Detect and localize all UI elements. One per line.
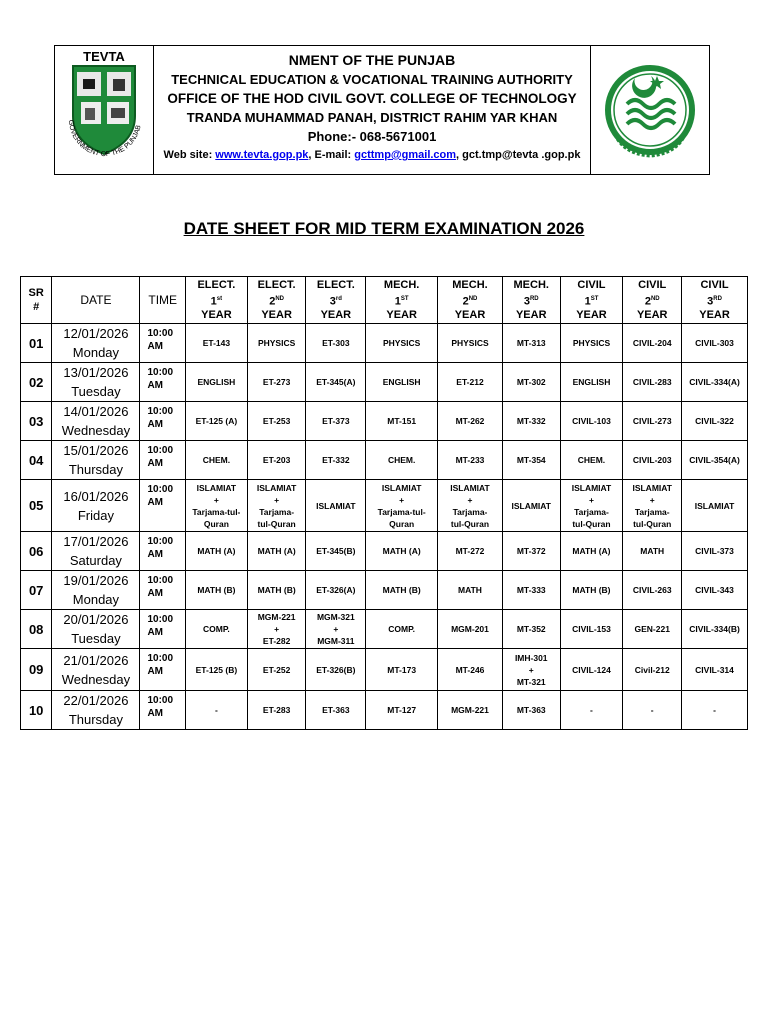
subject-cell: ET-363 [306,691,366,730]
col-header-sr: SR # [21,277,52,324]
date-value: 20/01/2026 [63,612,129,627]
subject-cell: MT-363 [502,691,560,730]
subject-cell: ENGLISH [186,363,248,402]
table-row [21,324,748,363]
subject-cell: CIVIL-334(A) [682,363,748,402]
subject-cell: PHYSICS [438,324,503,363]
sr-cell: 09 [21,649,52,691]
col-header-time: TIME [140,277,186,324]
subject-cell: MT-173 [366,649,438,691]
subject-cell: MGM-321 + MGM-311 [306,610,366,649]
subject-cell: ET-303 [306,324,366,363]
subject-cell: MT-372 [502,532,560,571]
subject-cell: MATH (A) [560,532,623,571]
subject-cell: CIVIL-343 [682,571,748,610]
subject-cell: MATH (A) [247,532,306,571]
subject-cell: CIVIL-303 [682,324,748,363]
sr-cell: 01 [21,324,52,363]
subject-cell: CIVIL-373 [682,532,748,571]
subject-cell: MT-313 [502,324,560,363]
email-link[interactable]: gcttmp@gmail.com [354,149,457,161]
subject-cell: PHYSICS [247,324,306,363]
subject-cell: ET-332 [306,441,366,480]
subject-cell: ENGLISH [366,363,438,402]
date-cell [52,441,140,480]
col-header-civil-2: CIVIL 2ND YEAR [623,277,682,324]
subject-cell: CIVIL-263 [623,571,682,610]
subject-cell: MT-302 [502,363,560,402]
time-cell: 10:00 AM [140,532,186,571]
col-header-mech-2: MECH. 2ND YEAR [438,277,503,324]
subject-cell: ISLAMIAT + Tarjama-tul- Quran [366,480,438,532]
subject-cell: ISLAMIAT + Tarjama- tul-Quran [623,480,682,532]
subject-cell: ENGLISH [560,363,623,402]
subject-cell: CIVIL-354(A) [682,441,748,480]
date-cell [52,363,140,402]
subject-cell: MATH (B) [186,571,248,610]
time-cell: 10:00 AM [140,691,186,730]
subject-cell: GEN-221 [623,610,682,649]
subject-cell: CIVIL-103 [560,402,623,441]
day-value: Monday [72,345,120,360]
col-header-civil-1: CIVIL 1ST YEAR [560,277,623,324]
table-header-row [21,277,748,324]
col-header-elect-1: ELECT. 1st YEAR [186,277,248,324]
page-title: DATE SHEET FOR MID TERM EXAMINATION 2026 [183,219,585,238]
header-line-government: NMENT OF THE PUNJAB [288,52,456,68]
email-label: , E-mail: [308,149,355,161]
subject-cell: COMP. [366,610,438,649]
subject-cell: CHEM. [186,441,248,480]
subject-cell: MGM-221 + ET-282 [247,610,306,649]
sr-cell: 08 [21,610,52,649]
table-row [21,532,748,571]
subject-cell: - [623,691,682,730]
date-value: 17/01/2026 [63,534,129,549]
subject-cell: ET-203 [247,441,306,480]
time-cell: 10:00 AM [140,610,186,649]
subject-cell: PHYSICS [560,324,623,363]
subject-cell: - [560,691,623,730]
subject-cell: CHEM. [366,441,438,480]
subject-cell: ET-143 [186,324,248,363]
subject-cell: ET-125 (B) [186,649,248,691]
col-header-elect-3: ELECT. 3rd YEAR [306,277,366,324]
sr-cell: 06 [21,532,52,571]
table-row [21,480,748,532]
table-row [21,571,748,610]
date-value: 16/01/2026 [63,488,129,504]
subject-cell: MT-262 [438,402,503,441]
date-value: 12/01/2026 [63,326,129,341]
day-value: Thursday [68,712,124,727]
website-label: Web site: [163,149,216,161]
time-cell: 10:00 AM [140,571,186,610]
subject-cell: ISLAMIAT [502,480,560,532]
date-value: 15/01/2026 [63,443,129,458]
date-value: 13/01/2026 [63,365,129,380]
subject-cell: MATH (B) [366,571,438,610]
tevta-logo-ring: GOVERNMENT OF THE PUNJAB [66,119,143,159]
date-cell [52,571,140,610]
tevta-logo [55,46,154,174]
subject-cell: MATH (B) [560,571,623,610]
date-value: 22/01/2026 [63,693,129,708]
time-cell: 10:00 AM [140,649,186,691]
col-header-date: DATE [52,277,140,324]
subject-cell: MGM-221 [438,691,503,730]
subject-cell: MATH [623,532,682,571]
sr-cell: 02 [21,363,52,402]
col-header-elect-2: ELECT. 2ND YEAR [247,277,306,324]
website-link[interactable]: www.tevta.gop.pk [215,149,309,161]
time-cell: 10:00 AM [140,363,186,402]
date-cell [52,324,140,363]
date-value: 14/01/2026 [63,404,129,419]
day-value: Wednesday [61,423,131,438]
header-line-contact [154,146,590,165]
subject-cell: MT-233 [438,441,503,480]
date-sheet-table [20,276,748,730]
subject-cell: ISLAMIAT + Tarjama- tul-Quran [560,480,623,532]
subject-cell: IMH-301 + MT-321 [502,649,560,691]
date-cell [52,532,140,571]
subject-cell: ISLAMIAT + Tarjama-tul- Quran [186,480,248,532]
table-row [21,363,748,402]
table-row [21,402,748,441]
time-cell: 10:00 AM [140,441,186,480]
day-value: Saturday [69,553,122,568]
sr-cell: 07 [21,571,52,610]
subject-cell: MT-354 [502,441,560,480]
day-value: Tuesday [71,384,121,399]
subject-cell: ET-326(B) [306,649,366,691]
col-header-mech-1: MECH. 1ST YEAR [366,277,438,324]
subject-cell: ET-345(A) [306,363,366,402]
punjab-emblem [590,46,709,174]
subject-cell: ET-125 (A) [186,402,248,441]
subject-cell: ET-273 [247,363,306,402]
date-cell [52,610,140,649]
subject-cell: CIVIL-322 [682,402,748,441]
subject-cell: CIVIL-153 [560,610,623,649]
subject-cell: CHEM. [560,441,623,480]
time-cell: 10:00 AM [140,324,186,363]
subject-cell: CIVIL-203 [623,441,682,480]
subject-cell: CIVIL-273 [623,402,682,441]
table-row [21,691,748,730]
subject-cell: ET-345(B) [306,532,366,571]
sr-cell: 05 [21,480,52,532]
subject-cell: ET-326(A) [306,571,366,610]
subject-cell: ET-253 [247,402,306,441]
day-value: Friday [77,507,114,523]
email-extra: , gct.tmp@tevta .gop.pk [456,149,581,161]
letterhead [54,45,710,175]
subject-cell: MT-333 [502,571,560,610]
letterhead-text [154,46,590,174]
subject-cell: PHYSICS [366,324,438,363]
subject-cell: ET-212 [438,363,503,402]
subject-cell: CIVIL-334(B) [682,610,748,649]
subject-cell: MT-352 [502,610,560,649]
date-value: 19/01/2026 [63,573,129,588]
time-cell: 10:00 AM [140,402,186,441]
subject-cell: ISLAMIAT + Tarjama- tul-Quran [247,480,306,532]
day-value: Wednesday [61,671,131,687]
subject-cell: CIVIL-283 [623,363,682,402]
subject-cell: ISLAMIAT [682,480,748,532]
subject-cell: CIVIL-314 [682,649,748,691]
col-header-civil-3: CIVIL 3RD YEAR [682,277,748,324]
subject-cell: ET-373 [306,402,366,441]
tevta-logo-text: TEVTA [83,49,125,64]
subject-cell: MT-127 [366,691,438,730]
day-value: Monday [72,592,120,607]
subject-cell: MT-272 [438,532,503,571]
date-cell [52,649,140,691]
subject-cell: MGM-201 [438,610,503,649]
subject-cell: - [682,691,748,730]
sr-cell: 10 [21,691,52,730]
subject-cell: ISLAMIAT [306,480,366,532]
subject-cell: MT-151 [366,402,438,441]
subject-cell: MATH (A) [366,532,438,571]
subject-cell: MATH (A) [186,532,248,571]
sr-cell: 03 [21,402,52,441]
date-cell [52,402,140,441]
subject-cell: MT-246 [438,649,503,691]
day-value: Tuesday [71,631,121,646]
subject-cell: ET-283 [247,691,306,730]
header-line-authority: TECHNICAL EDUCATION & VOCATIONAL TRAINING AUTHORITY [171,72,573,87]
subject-cell: ET-252 [247,649,306,691]
subject-cell: ISLAMIAT + Tarjama- tul-Quran [438,480,503,532]
subject-cell: Civil-212 [623,649,682,691]
header-line-office: OFFICE OF THE HOD CIVIL GOVT. COLLEGE OF TECHNOLOGY [167,91,577,106]
table-row [21,441,748,480]
header-line-phone: Phone:- 068-5671001 [307,129,437,144]
date-cell [52,480,140,532]
subject-cell: CIVIL-204 [623,324,682,363]
subject-cell: COMP. [186,610,248,649]
table-row [21,649,748,691]
subject-cell: - [186,691,248,730]
subject-cell: MATH (B) [247,571,306,610]
table-row [21,610,748,649]
sr-cell: 04 [21,441,52,480]
date-cell [52,691,140,730]
header-line-address: TRANDA MUHAMMAD PANAH, DISTRICT RAHIM YAR KHAN [186,110,558,125]
time-cell: 10:00 AM [140,480,186,532]
day-value: Thursday [68,462,124,477]
subject-cell: MATH [438,571,503,610]
col-header-mech-3: MECH. 3RD YEAR [502,277,560,324]
subject-cell: CIVIL-124 [560,649,623,691]
subject-cell: MT-332 [502,402,560,441]
date-value: 21/01/2026 [63,652,129,668]
